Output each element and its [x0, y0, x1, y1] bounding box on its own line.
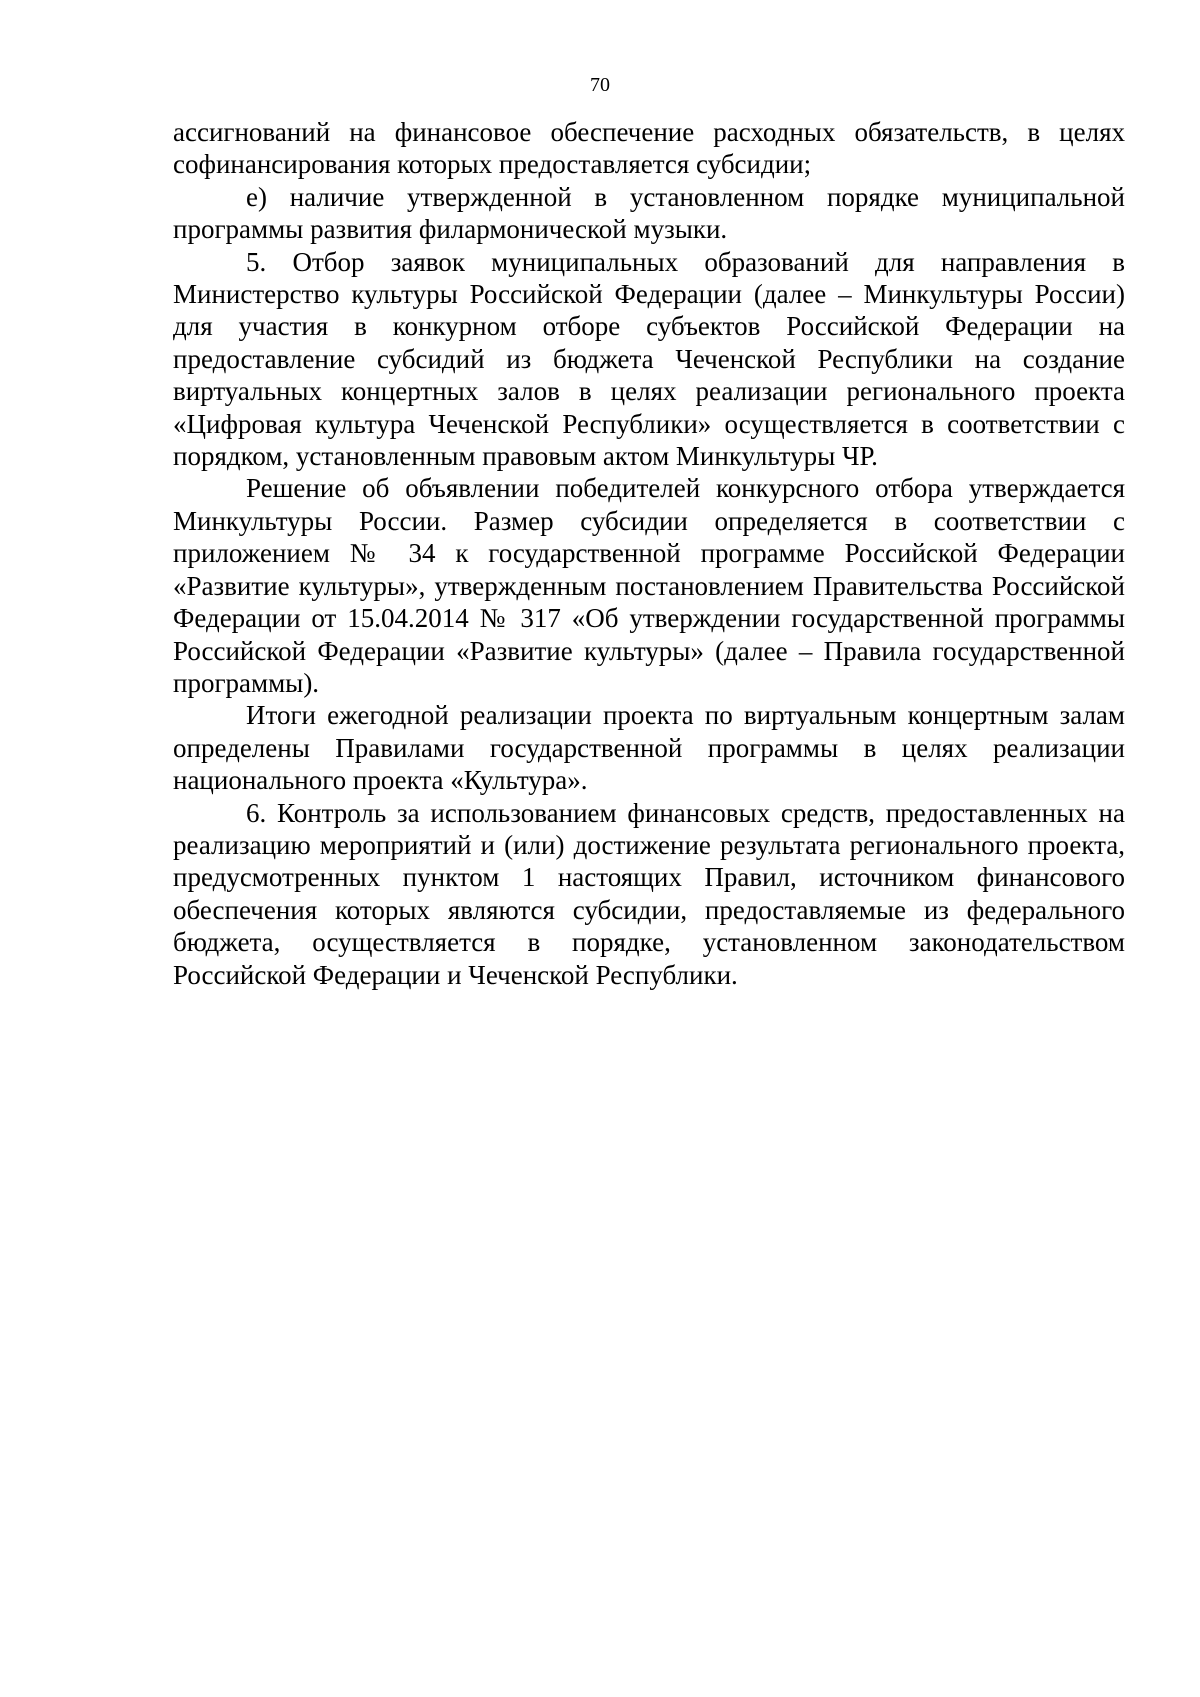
paragraph-winners-decision: Решение об объявлении победителей конкурсного отбора утверждается Минкультуры России. Размер субсидии определяется в соответствии с приложением № 34 к государственной программе Российской Федерации «Развитие культуры», утвержденным постановлением Правительства Российской Федерации от 15.04.2014 № 317 «Об утверждении государственной программы Российской Федерации «Развитие культуры» (далее – Правила государственной программы).	[173, 473, 1125, 698]
paragraph-section-6: 6. Контроль за использованием финансовых средств, предоставленных на реализацию мероприятий и (или) достижение результата регионального проекта, предусмотренных пунктом 1 настоящих Правил, источником финансового обеспечения которых являются субсидии, предоставляемые из федерального бюджета, осуществляется в порядке, установленном законодательством Российской Федерации и Чеченской Республики.	[173, 797, 1125, 990]
paragraph-annual-results: Итоги ежегодной реализации проекта по виртуальным концертным залам определены Правилами государственной программы в целях реализации национального проекта «Культура».	[173, 700, 1125, 796]
paragraph-item-e: е) наличие утвержденной в установленном порядке муниципальной программы развития филармонической музыки.	[173, 181, 1125, 245]
paragraph-continuation: ассигнований на финансовое обеспечение расходных обязательств, в целях софинансирования которых предоставляется субсидии;	[173, 117, 1125, 180]
page-number: 70	[590, 74, 610, 96]
paragraph-section-5: 5. Отбор заявок муниципальных образований для направления в Министерство культуры Российской Федерации (далее – Минкультуры России) для участия в конкурном отборе субъектов Российской Федерации на предоставление субсидий из бюджета Чеченской Республики на создание виртуальных концертных залов в целях реализации регионального проекта «Цифровая культура Чеченской Республики» осуществляется в соответствии с порядком, установленным правовым актом Минкультуры ЧР.	[173, 246, 1125, 472]
document-body	[173, 116, 1125, 991]
